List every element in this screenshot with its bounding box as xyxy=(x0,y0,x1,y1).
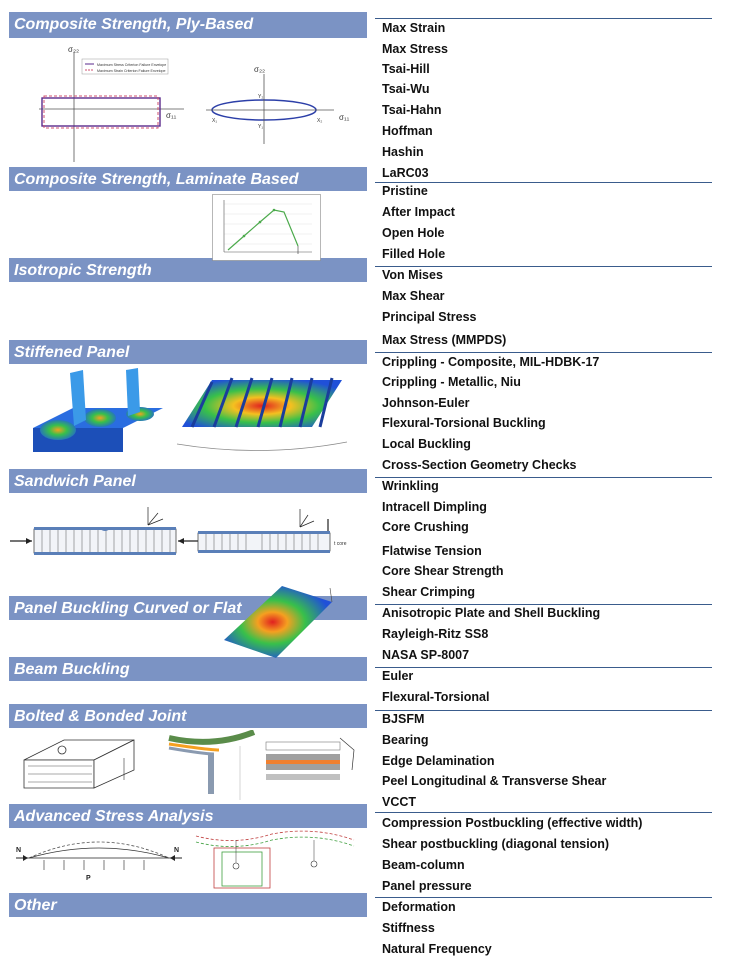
list-item: Tsai-Wu xyxy=(382,82,430,96)
list-item: Wrinkling xyxy=(382,479,439,493)
list-item: Open Hole xyxy=(382,226,445,240)
list-item: Edge Delamination xyxy=(382,754,495,768)
list-item: Filled Hole xyxy=(382,247,446,261)
section-divider xyxy=(375,897,712,898)
list-item: Flatwise Tension xyxy=(382,544,482,558)
force-label: N xyxy=(174,847,180,854)
axis-label: Y₁ xyxy=(258,124,264,130)
list-item: Crippling - Composite, MIL-HDBK-17 xyxy=(382,355,600,369)
sandwich-panel-figure xyxy=(8,505,353,577)
force-label: N xyxy=(16,847,22,854)
list-item: Intracell Dimpling xyxy=(382,500,487,514)
list-item: Rayleigh-Ritz SS8 xyxy=(382,627,489,641)
list-item: After Impact xyxy=(382,205,455,219)
section-divider xyxy=(375,710,712,711)
list-item: Max Stress (MMPDS) xyxy=(382,333,507,347)
section-header: Panel Buckling Curved or Flat xyxy=(9,596,367,620)
list-item: Hashin xyxy=(382,145,424,159)
section-header: Other xyxy=(9,893,367,917)
list-item: Core Crushing xyxy=(382,520,469,534)
list-item: Tsai-Hahn xyxy=(382,103,442,117)
list-item: Shear postbuckling (diagonal tension) xyxy=(382,837,610,851)
list-item: Von Mises xyxy=(382,268,443,282)
list-item: Deformation xyxy=(382,900,456,914)
bolted-joint-figure xyxy=(14,730,359,804)
list-item: Principal Stress xyxy=(382,310,477,324)
axis-label: σ₁₁ xyxy=(166,111,177,120)
section-header: Beam Buckling xyxy=(9,657,367,681)
section-divider xyxy=(375,18,712,19)
list-item: Anisotropic Plate and Shell Buckling xyxy=(382,606,601,620)
section-divider xyxy=(375,812,712,813)
list-item: Natural Frequency xyxy=(382,942,492,956)
list-item: Tsai-Hill xyxy=(382,62,430,76)
panel-buckling-figure xyxy=(220,582,334,662)
section-header: Isotropic Strength xyxy=(9,258,367,282)
section-divider xyxy=(375,604,712,605)
list-item: Bearing xyxy=(382,733,429,747)
legend-entry: Maximum Strain Criterion Failure Envelope xyxy=(97,69,166,73)
axis-label: σ₂₂ xyxy=(68,45,80,54)
failure-envelope-figure xyxy=(34,44,364,166)
list-item: Compression Postbuckling (effective width) xyxy=(382,816,643,830)
axis-label: X₁ xyxy=(212,118,218,124)
stiffened-panel-figure xyxy=(28,368,168,458)
axis-label: σ₁₁ xyxy=(339,113,350,122)
list-item: BJSFM xyxy=(382,712,425,726)
list-item: Max Strain xyxy=(382,21,446,35)
section-header: Composite Strength, Ply-Based xyxy=(9,12,367,38)
axis-label: Y₂ xyxy=(258,94,264,100)
list-item: NASA SP-8007 xyxy=(382,648,470,662)
list-item: Flexural-Torsional xyxy=(382,690,490,704)
list-item: Panel pressure xyxy=(382,879,472,893)
list-item: Stiffness xyxy=(382,921,435,935)
stiffened-panel-figure xyxy=(172,372,352,462)
axis-label: σ₂₂ xyxy=(254,65,266,74)
list-item: Shear Crimping xyxy=(382,585,476,599)
advanced-stress-figure xyxy=(14,830,359,892)
legend-entry: Maximum Stress Criterion Failure Envelope xyxy=(97,63,167,67)
section-header: Bolted & Bonded Joint xyxy=(9,704,367,728)
list-item: Hoffman xyxy=(382,124,433,138)
list-item: Johnson-Euler xyxy=(382,396,470,410)
section-divider xyxy=(375,182,712,183)
list-item: Pristine xyxy=(382,184,428,198)
list-item: Crippling - Metallic, Niu xyxy=(382,375,521,389)
section-divider xyxy=(375,667,712,668)
force-label: P xyxy=(86,875,91,882)
section-divider xyxy=(375,266,712,267)
section-header: Composite Strength, Laminate Based xyxy=(9,167,367,191)
list-item: Euler xyxy=(382,669,414,683)
section-header: Advanced Stress Analysis xyxy=(9,804,367,828)
section-header: Sandwich Panel xyxy=(9,469,367,493)
laminate-curve-figure xyxy=(212,194,322,262)
list-item: Cross-Section Geometry Checks xyxy=(382,458,577,472)
list-item: Max Stress xyxy=(382,42,449,56)
list-item: Max Shear xyxy=(382,289,445,303)
list-item: Peel Longitudinal & Transverse Shear xyxy=(382,774,607,788)
section-divider xyxy=(375,477,712,478)
list-item: Flexural-Torsional Buckling xyxy=(382,416,546,430)
list-item: LaRC03 xyxy=(382,166,429,180)
section-divider xyxy=(375,352,712,353)
dimension-label: t core xyxy=(334,541,347,547)
axis-label: X₂ xyxy=(317,118,323,124)
list-item: Beam-column xyxy=(382,858,465,872)
list-item: Core Shear Strength xyxy=(382,564,504,578)
section-header: Stiffened Panel xyxy=(9,340,367,364)
list-item: Local Buckling xyxy=(382,437,471,451)
list-item: VCCT xyxy=(382,795,417,809)
